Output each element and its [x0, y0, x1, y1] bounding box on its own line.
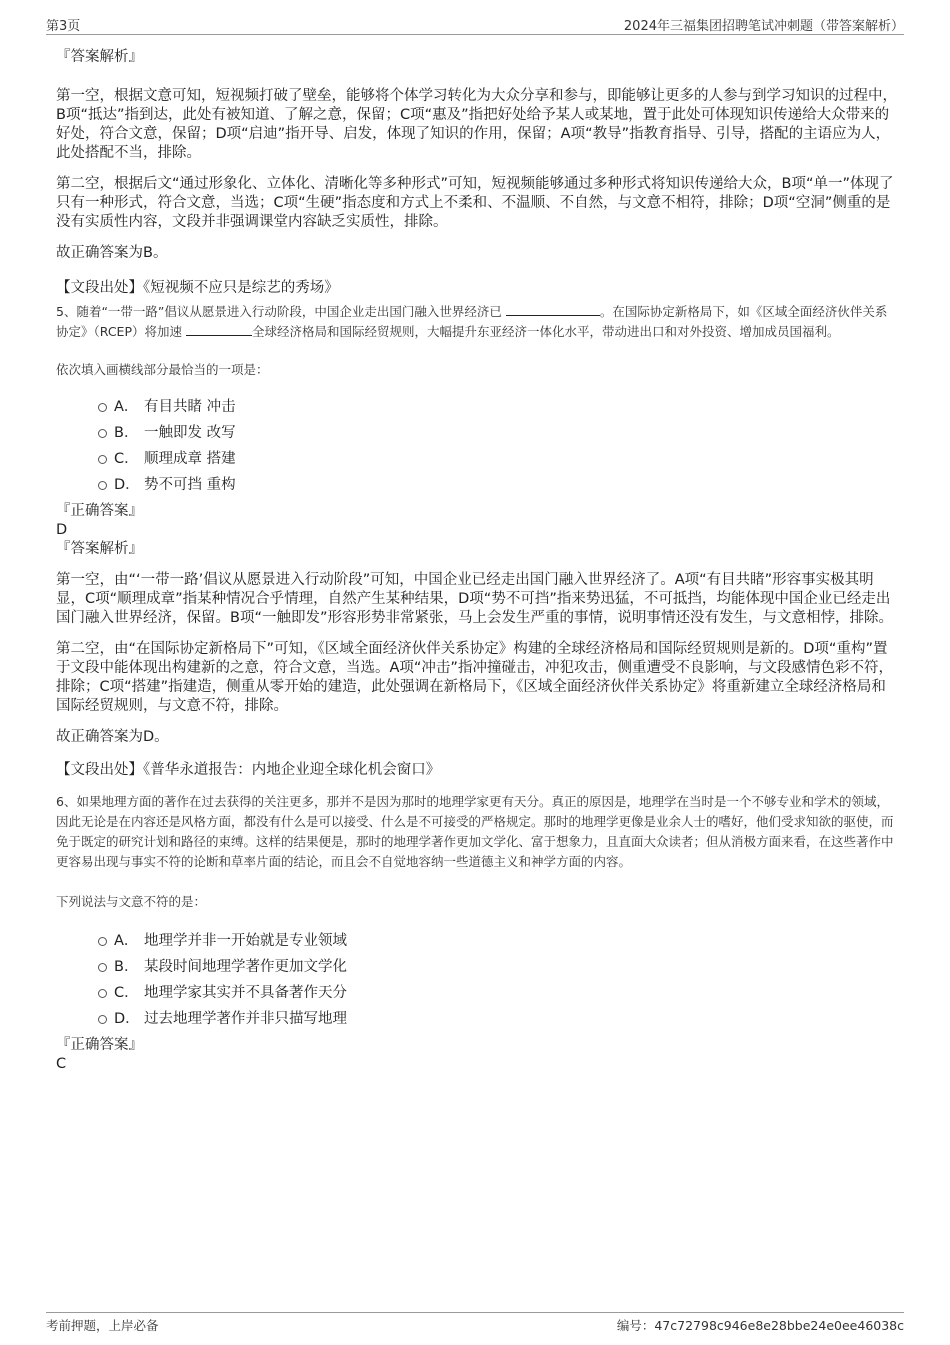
option-list [56, 394, 898, 498]
correct-answer-label: 『正确答案』 [56, 1037, 143, 1053]
page-number: 第3页 [46, 19, 81, 34]
option-letter: B． [114, 959, 139, 975]
question-stem-part: 全球经济格局和国际经贸规则，大幅提升东亚经济一体化水平，带动进出口和对外投资、增加成员国福利。 [251, 324, 840, 339]
option-letter: D． [114, 477, 140, 493]
option-text: 顺理成章 搭建 [144, 451, 236, 467]
radio-button[interactable] [98, 937, 107, 946]
question-prompt: 下列说法与文意不符的是： [56, 894, 207, 909]
analysis-label: 『答案解析』 [56, 541, 143, 557]
radio-button[interactable] [98, 455, 107, 464]
option-b[interactable] [56, 420, 898, 446]
option-text: 一触即发 改写 [144, 425, 236, 441]
question-stem [56, 302, 898, 342]
correct-answer-label: 『正确答案』 [56, 503, 143, 519]
question-stem: 6、如果地理方面的著作在过去获得的关注更多，那并不是因为那时的地理学家更有天分。真正的原因是，地理学在当时是一个不够专业和学术的领域，因此无论是在内容还是风格方面，都没有什么是可以接受、什么是不可接受的严格规定。那时的地理学更像是业余人士的嗜好，他们受求知欲的驱使，而免于既定的研究计划和路径的束缚。这样的结果便是，那时的地理学著作更加文学化、富于想象力，且直面大众读者；但从消极方面来看，在这些著作中更容易出现与事实不符的论断和草率片面的结论，而且会不自觉地容纳一些道德主义和神学方面的内容。 [56, 794, 894, 869]
radio-button[interactable] [98, 989, 107, 998]
option-list [56, 928, 898, 1032]
option-a[interactable] [56, 928, 898, 954]
option-letter: C． [114, 451, 139, 467]
passage-source: 【文段出处】《普华永道报告：内地企业迎全球化机会窗口》 [56, 762, 441, 778]
question-stem-part: 5、随着“一带一路”倡议从愿景进入行动阶段，中国企业走出国门融入世界经济已 [56, 304, 502, 319]
page-header [46, 14, 904, 35]
question-stem-part: 。在国际协定新格局下，如《区域全面经济伙伴关系协定》（RCEP）将加速 [56, 304, 888, 339]
analysis-paragraph: 第一空，根据文意可知，短视频打破了壁垒，能够将个体学习转化为大众分享和参与，即能够让更多的人参与到学习知识的过程中，B项“抵达”指到达，此处有被知道、了解之意，保留；C项“惠及”指把好处给予某人或某地，置于此处可体现知识传递给大众带来的好处，符合文意，保留；D项“启迪”指开导、启发，体现了知识的作用，保留；A项“教导”指教育指导、引导，搭配的主语应为人，此处搭配不当，排除。 [56, 88, 897, 161]
option-letter: A． [114, 399, 139, 415]
analysis-label: 『答案解析』 [56, 49, 143, 65]
page-footer [46, 1312, 904, 1335]
page-content [56, 44, 898, 1074]
document-title: 2024年三福集团招聘笔试冲刺题（带答案解析） [623, 19, 904, 34]
analysis-paragraph: 第二空，根据后文“通过形象化、立体化、清晰化等多种形式”可知，短视频能够通过多种形式将知识传递给大众，B项“单一”体现了只有一种形式，符合文意，当选；C项“生硬”指态度和方式上不柔和、不温顺、不自然，与文意不相符，排除；D项“空洞”侧重的是没有实质性内容，文段并非强调课堂内容缺乏实质性，排除。 [56, 176, 894, 230]
option-a[interactable] [56, 394, 898, 420]
option-b[interactable] [56, 954, 898, 980]
option-letter: B． [114, 425, 139, 441]
option-letter: C． [114, 985, 139, 1001]
analysis-conclusion: 故正确答案为B。 [56, 245, 168, 261]
option-text: 过去地理学著作并非只描写地理 [144, 1011, 347, 1027]
option-letter: D． [114, 1011, 140, 1027]
option-d[interactable] [56, 1006, 898, 1032]
analysis-conclusion: 故正确答案为D。 [56, 729, 169, 745]
fill-blank [186, 322, 252, 336]
option-text: 势不可挡 重构 [144, 477, 236, 493]
option-letter: A． [114, 933, 139, 949]
radio-button[interactable] [98, 403, 107, 412]
option-text: 地理学并非一开始就是专业领域 [144, 933, 347, 949]
correct-answer: C [56, 1056, 67, 1072]
correct-answer: D [56, 522, 68, 538]
option-c[interactable] [56, 980, 898, 1006]
footer-slogan: 考前押题，上岸必备 [46, 1318, 159, 1333]
radio-button[interactable] [98, 963, 107, 972]
radio-button[interactable] [98, 429, 107, 438]
document-id: 编号：47c72798c946e8e28bbe24e0ee46038c [616, 1318, 904, 1333]
analysis-paragraph: 第一空，由“‘一带一路’倡议从愿景进入行动阶段”可知，中国企业已经走出国门融入世界经济了。A项“有目共睹”形容事实极其明显，C项“顺理成章”指某种情况合乎情理，自然产生某种结果，D项“势不可挡”指来势迅猛，不可抵挡，均能体现中国企业已经走出国门融入世界经济，保留。B项“一触即发”形容形势非常紧张，马上会发生严重的事情，说明事情还没有发生，与文意相悖，排除。 [56, 572, 893, 626]
option-d[interactable] [56, 472, 898, 498]
option-text: 某段时间地理学著作更加文学化 [144, 959, 347, 975]
fill-blank [506, 302, 600, 316]
passage-source: 【文段出处】《短视频不应只是综艺的秀场》 [56, 280, 339, 296]
option-text: 有目共睹 冲击 [144, 399, 236, 415]
option-c[interactable] [56, 446, 898, 472]
radio-button[interactable] [98, 1015, 107, 1024]
analysis-paragraph: 第二空，由“在国际协定新格局下”可知，《区域全面经济伙伴关系协定》构建的全球经济格局和国际经贸规则是新的。D项“重构”置于文段中能体现出构建新的之意，符合文意，当选。A项“冲击”指冲撞碰击，冲犯攻击，侧重遭受不良影响，与文段感情色彩不符，排除；C项“搭建”指建造，侧重从零开始的建造，此处强调在新格局下，《区域全面经济伙伴关系协定》将重新建立全球经济格局和国际经贸规则，与文意不符，排除。 [56, 641, 893, 714]
option-text: 地理学家其实并不具备著作天分 [144, 985, 347, 1001]
question-prompt: 依次填入画横线部分最恰当的一项是： [56, 362, 269, 377]
radio-button[interactable] [98, 481, 107, 490]
